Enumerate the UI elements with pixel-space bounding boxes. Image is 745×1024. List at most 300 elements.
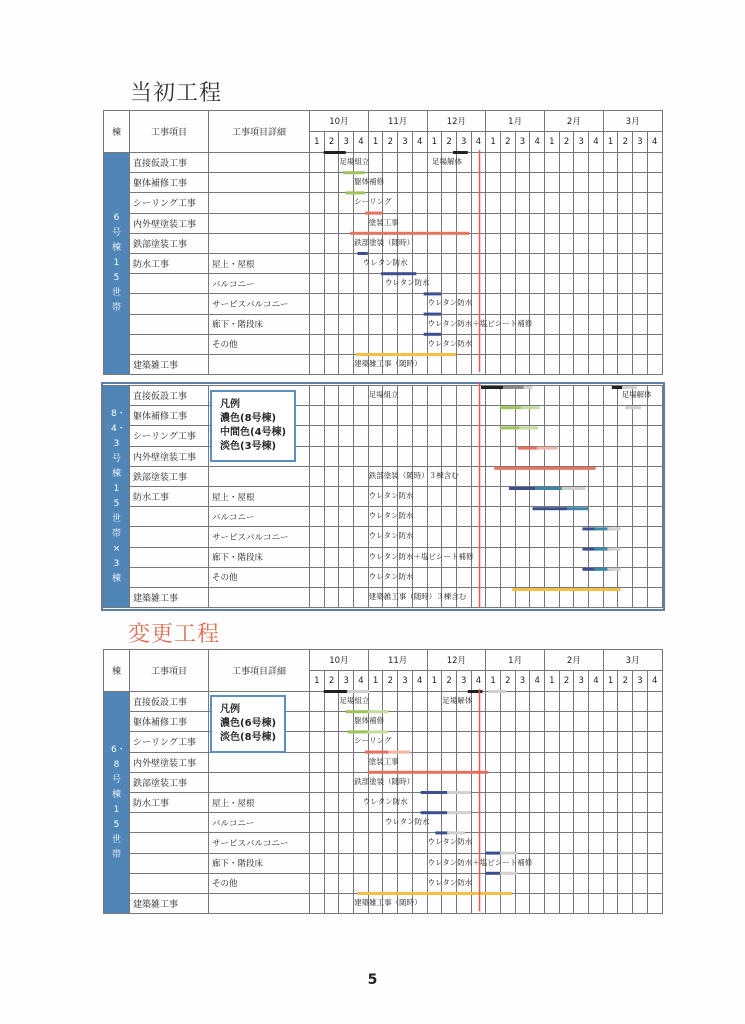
week-cell — [383, 233, 398, 253]
schedule-row — [104, 752, 663, 772]
week-cell — [559, 253, 574, 273]
week-cell — [456, 314, 471, 334]
week-cell — [633, 334, 648, 354]
schedule-note: 足場組立 — [339, 696, 370, 705]
work-detail: その他 — [209, 873, 310, 893]
work-item — [130, 314, 209, 334]
schedule-row — [104, 213, 663, 233]
week-cell — [442, 732, 457, 752]
week-cell — [647, 752, 662, 772]
week-cell — [589, 833, 604, 853]
week-cell — [545, 792, 560, 812]
week-cell — [383, 792, 398, 812]
week-cell — [368, 274, 383, 294]
schedule-row — [104, 833, 663, 853]
week-cell — [500, 354, 515, 374]
week-cell — [618, 314, 633, 334]
week-header: 4 — [412, 671, 427, 692]
week-cell — [559, 692, 574, 712]
week-cell — [574, 274, 589, 294]
week-cell — [545, 752, 560, 772]
week-cell — [618, 752, 633, 772]
week-cell — [471, 274, 486, 294]
schedule-note: ウレタン防水＋塩ビシート補修 — [427, 318, 533, 328]
week-cell — [324, 813, 339, 833]
week-cell — [530, 692, 545, 712]
week-cell — [412, 813, 427, 833]
week-cell — [412, 294, 427, 314]
work-item: 建築雑工事 — [130, 587, 209, 607]
legend-box-1 — [210, 390, 296, 462]
week-cell — [442, 193, 457, 213]
week-cell — [398, 873, 413, 893]
week-cell — [442, 314, 457, 334]
week-cell — [618, 233, 633, 253]
week-cell — [339, 153, 354, 173]
week-cell — [559, 274, 574, 294]
week-cell — [398, 294, 413, 314]
week-cell — [545, 772, 560, 792]
legend-line: 濃色(6号棟) — [220, 718, 277, 729]
detail-header: 工事項目詳細 — [209, 111, 310, 153]
week-cell — [368, 354, 383, 374]
week-cell — [603, 732, 618, 752]
week-cell — [471, 893, 486, 913]
week-cell — [398, 213, 413, 233]
week-cell — [530, 752, 545, 772]
week-cell — [545, 853, 560, 873]
week-cell — [500, 193, 515, 213]
week-cell — [471, 173, 486, 193]
week-cell — [633, 692, 648, 712]
week-cell — [339, 692, 354, 712]
work-item: 内外壁塗装工事 — [130, 752, 209, 772]
week-cell — [589, 153, 604, 173]
week-cell — [530, 294, 545, 314]
week-cell — [500, 294, 515, 314]
week-cell — [383, 354, 398, 374]
week-cell — [633, 213, 648, 233]
week-cell — [618, 692, 633, 712]
week-cell — [500, 853, 515, 873]
week-cell — [545, 233, 560, 253]
week-cell — [368, 253, 383, 273]
week-cell — [354, 354, 369, 374]
week-cell — [618, 833, 633, 853]
week-cell — [486, 274, 501, 294]
week-cell — [456, 752, 471, 772]
work-detail: バルコニー — [209, 813, 310, 833]
week-cell — [486, 354, 501, 374]
week-cell — [456, 173, 471, 193]
week-header: 4 — [589, 671, 604, 692]
week-cell — [310, 893, 422, 913]
week-cell — [442, 813, 457, 833]
week-cell — [500, 213, 515, 233]
week-cell — [383, 752, 398, 772]
week-cell — [500, 893, 515, 913]
week-cell — [530, 354, 545, 374]
week-cell — [515, 893, 530, 913]
building-header: 棟 — [104, 111, 130, 153]
week-cell — [427, 153, 442, 173]
week-cell — [471, 253, 486, 273]
building-cell — [104, 153, 130, 375]
week-cell — [339, 853, 354, 873]
schedule-row — [104, 853, 663, 873]
week-cell — [368, 712, 383, 732]
week-cell — [574, 692, 589, 712]
week-cell — [574, 193, 589, 213]
schedule-note: 足場解体 — [621, 390, 652, 399]
week-cell — [589, 732, 604, 752]
week-cell — [471, 692, 486, 712]
week-cell — [398, 354, 413, 374]
schedule-row — [104, 772, 663, 792]
week-cell — [310, 732, 392, 752]
week-cell — [398, 274, 413, 294]
week-cell — [603, 354, 618, 374]
week-cell — [559, 712, 574, 732]
week-cell — [354, 873, 369, 893]
work-detail: その他 — [209, 567, 310, 587]
week-cell — [618, 732, 633, 752]
week-header: 3 — [456, 132, 471, 153]
week-cell — [589, 233, 604, 253]
week-cell — [412, 354, 427, 374]
work-detail: 屋上・屋根 — [209, 792, 310, 812]
week-cell — [559, 334, 574, 354]
schedule-row — [104, 813, 663, 833]
week-cell — [354, 213, 369, 233]
week-header: 4 — [354, 671, 369, 692]
week-cell — [559, 294, 574, 314]
week-cell — [324, 193, 339, 213]
week-cell — [354, 274, 369, 294]
week-cell — [471, 792, 486, 812]
week-cell — [647, 792, 662, 812]
work-item: 内外壁塗装工事 — [130, 213, 209, 233]
schedule-note: ウレタン防水＋塩ビシート補修 — [368, 551, 474, 561]
week-cell — [354, 772, 369, 792]
week-cell — [618, 334, 633, 354]
week-cell — [574, 732, 589, 752]
detail-header: 工事項目詳細 — [209, 650, 310, 692]
week-cell — [427, 334, 442, 354]
week-cell — [486, 153, 501, 173]
week-header: 3 — [633, 132, 648, 153]
week-cell — [589, 213, 604, 233]
week-cell — [456, 813, 471, 833]
week-cell — [471, 853, 486, 873]
week-cell — [500, 772, 515, 792]
week-cell — [486, 752, 501, 772]
month-header: 1月 — [486, 650, 545, 671]
week-cell — [398, 752, 413, 772]
week-cell — [500, 813, 515, 833]
work-detail: サービスバルコニー — [209, 833, 310, 853]
work-detail: その他 — [209, 334, 310, 354]
week-cell — [427, 873, 442, 893]
week-cell — [500, 792, 515, 812]
week-header: 1 — [310, 671, 325, 692]
week-cell — [500, 153, 515, 173]
week-cell — [354, 334, 369, 354]
week-cell — [515, 334, 530, 354]
week-cell — [574, 833, 589, 853]
week-cell — [339, 193, 354, 213]
schedule-note: 足場組立 — [339, 157, 370, 166]
week-header: 4 — [471, 671, 486, 692]
week-cell — [310, 314, 533, 334]
week-cell — [530, 233, 545, 253]
week-cell — [633, 294, 648, 314]
week-cell — [471, 213, 486, 233]
week-cell — [310, 173, 385, 193]
week-cell — [383, 213, 398, 233]
schedule-note: ウレタン防水 — [384, 817, 430, 827]
schedule-row — [104, 873, 663, 893]
week-cell — [324, 274, 339, 294]
month-header: 3月 — [603, 111, 662, 132]
week-cell — [603, 274, 618, 294]
week-cell — [368, 873, 383, 893]
week-cell — [324, 833, 339, 853]
schedule-row — [104, 354, 663, 374]
week-cell — [427, 732, 442, 752]
week-cell — [589, 294, 604, 314]
original-schedule-title: 当初工程 — [130, 81, 223, 106]
schedule-note: 塗装工事 — [368, 756, 399, 766]
week-cell — [515, 314, 530, 334]
week-cell — [647, 274, 662, 294]
schedule-note: 足場解体 — [442, 696, 473, 705]
week-cell — [398, 692, 413, 712]
week-cell — [427, 213, 442, 233]
week-cell — [368, 893, 383, 913]
building-cell — [104, 692, 130, 914]
week-header: 2 — [559, 132, 574, 153]
week-cell — [530, 853, 545, 873]
week-cell — [618, 873, 633, 893]
week-cell — [398, 314, 413, 334]
week-cell — [545, 692, 560, 712]
week-cell — [412, 853, 427, 873]
schedule-note: ウレタン防水 — [368, 571, 414, 581]
week-header: 1 — [486, 671, 501, 692]
week-cell — [354, 893, 369, 913]
schedule-row — [104, 334, 663, 354]
week-cell — [589, 193, 604, 213]
week-cell — [310, 274, 430, 294]
schedule-note: ウレタン防水 — [384, 278, 430, 288]
week-cell — [633, 833, 648, 853]
week-cell — [442, 354, 457, 374]
schedule-row — [104, 732, 663, 752]
month-header: 3月 — [603, 650, 662, 671]
week-cell — [471, 314, 486, 334]
week-cell — [339, 334, 354, 354]
week-header: 1 — [368, 132, 383, 153]
week-cell — [368, 294, 383, 314]
week-cell — [383, 833, 398, 853]
week-cell — [383, 893, 398, 913]
week-cell — [545, 893, 560, 913]
week-cell — [412, 893, 427, 913]
week-cell — [559, 213, 574, 233]
week-cell — [354, 692, 369, 712]
week-cell — [500, 873, 515, 893]
week-cell — [442, 233, 457, 253]
schedule-note: 鉄部塗装（随時） — [354, 237, 415, 247]
week-cell — [427, 712, 442, 732]
week-cell — [530, 253, 545, 273]
work-item — [130, 873, 209, 893]
week-cell — [324, 354, 339, 374]
schedule-note: ウレタン防水 — [362, 257, 408, 267]
schedule-note: ウレタン防水 — [368, 511, 414, 521]
work-item: 防水工事 — [130, 253, 209, 273]
week-cell — [559, 354, 574, 374]
building-label: 6・8号棟15世帯 — [111, 744, 126, 860]
week-cell — [618, 792, 633, 812]
week-cell — [310, 792, 408, 812]
week-cell — [310, 772, 415, 792]
week-cell — [530, 833, 545, 853]
schedule-note: 躯体補修 — [354, 177, 385, 187]
week-cell — [486, 853, 501, 873]
week-cell — [427, 833, 442, 853]
week-cell — [310, 233, 415, 253]
schedule-row — [104, 153, 663, 173]
week-cell — [574, 813, 589, 833]
work-detail: サービスバルコニー — [209, 527, 310, 547]
week-cell — [456, 833, 471, 853]
month-header: 11月 — [368, 111, 427, 132]
week-cell — [339, 833, 354, 853]
week-cell — [603, 853, 618, 873]
week-cell — [383, 873, 398, 893]
week-cell — [559, 732, 574, 752]
week-cell — [398, 813, 413, 833]
week-cell — [427, 253, 442, 273]
week-cell — [500, 334, 515, 354]
week-cell — [589, 752, 604, 772]
week-cell — [471, 354, 486, 374]
week-cell — [339, 274, 354, 294]
week-cell — [456, 153, 471, 173]
week-cell — [589, 853, 604, 873]
week-cell — [427, 294, 442, 314]
week-cell — [559, 153, 574, 173]
month-header: 12月 — [427, 111, 486, 132]
week-cell — [324, 153, 339, 173]
page-number: 5 — [367, 972, 378, 988]
work-detail: 屋上・屋根 — [209, 253, 310, 273]
week-cell — [471, 294, 486, 314]
week-cell — [589, 813, 604, 833]
week-cell — [339, 732, 354, 752]
week-cell — [633, 792, 648, 812]
week-cell — [339, 873, 354, 893]
schedule-table — [103, 649, 663, 914]
week-cell — [354, 233, 369, 253]
week-cell — [456, 354, 471, 374]
work-detail — [209, 213, 310, 233]
week-cell — [486, 294, 501, 314]
week-cell — [574, 752, 589, 772]
week-cell — [574, 153, 589, 173]
week-cell — [339, 354, 354, 374]
week-cell — [545, 813, 560, 833]
week-cell — [456, 853, 471, 873]
week-cell — [324, 732, 339, 752]
week-cell — [589, 712, 604, 732]
week-cell — [471, 873, 486, 893]
week-cell — [647, 692, 662, 712]
week-cell — [486, 213, 501, 233]
week-cell — [574, 233, 589, 253]
week-header: 3 — [574, 671, 589, 692]
week-cell — [398, 712, 413, 732]
work-detail — [209, 173, 310, 193]
week-cell — [647, 893, 662, 913]
week-cell — [559, 792, 574, 812]
week-cell — [647, 712, 662, 732]
week-cell — [412, 213, 427, 233]
week-cell — [603, 213, 618, 233]
work-detail — [209, 772, 310, 792]
week-cell — [339, 173, 354, 193]
week-cell — [383, 153, 398, 173]
week-cell — [442, 274, 457, 294]
work-detail — [209, 354, 310, 374]
work-detail — [209, 752, 310, 772]
week-cell — [354, 853, 369, 873]
week-cell — [545, 354, 560, 374]
week-cell — [603, 893, 618, 913]
week-cell — [633, 752, 648, 772]
week-cell — [618, 893, 633, 913]
week-cell — [574, 893, 589, 913]
week-cell — [324, 173, 339, 193]
week-cell — [383, 294, 398, 314]
schedule-row — [104, 173, 663, 193]
week-cell — [427, 752, 442, 772]
schedule-note: 鉄部塗装（随時） — [354, 776, 415, 786]
week-cell — [647, 193, 662, 213]
week-cell — [589, 792, 604, 812]
week-cell — [471, 153, 486, 173]
week-cell — [354, 193, 369, 213]
week-cell — [530, 153, 545, 173]
week-cell — [486, 193, 501, 213]
week-cell — [618, 813, 633, 833]
week-cell — [310, 354, 422, 374]
week-cell — [530, 813, 545, 833]
week-cell — [310, 334, 473, 354]
week-cell — [383, 772, 398, 792]
legend-line: 濃色(8号棟) — [220, 413, 277, 424]
week-cell — [633, 253, 648, 273]
schedule-note: 建築雑工事（随時）３棟含む — [368, 591, 467, 601]
schedule-note: ウレタン防水 — [368, 531, 414, 541]
week-cell — [559, 752, 574, 772]
work-detail: 廊下・階段床 — [209, 314, 310, 334]
work-item: 躯体補修工事 — [130, 712, 209, 732]
week-cell — [412, 314, 427, 334]
week-cell — [398, 233, 413, 253]
